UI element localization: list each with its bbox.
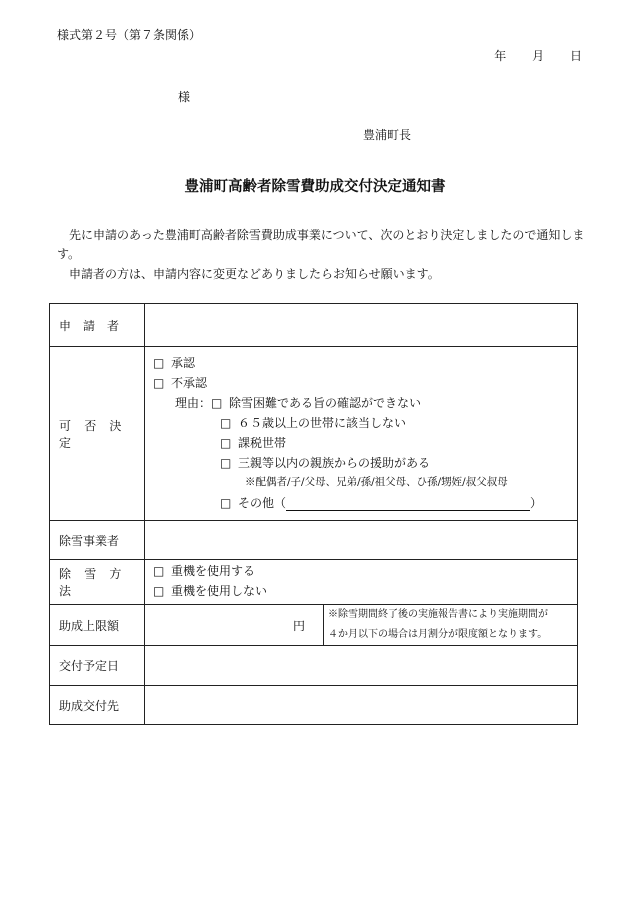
row-grant-date bbox=[50, 646, 578, 686]
method-option-no-heavy[interactable]: □ 重機を使用しない bbox=[153, 584, 268, 598]
other-reason-field[interactable] bbox=[286, 496, 530, 511]
relatives-note: ※配偶者/子/父母、兄弟/孫/祖父母、ひ孫/甥姪/叔父叔母 bbox=[245, 475, 508, 488]
row-applicant bbox=[50, 304, 578, 347]
notice-table bbox=[49, 303, 578, 725]
applicant-label: 申 請 者 bbox=[50, 304, 145, 347]
reason-checkbox-3[interactable]: □ bbox=[220, 435, 232, 450]
limit-note-line-2: ４か月以下の場合は月割分が限度額となります。 bbox=[328, 629, 548, 640]
applicant-field[interactable] bbox=[145, 304, 578, 347]
form-number: 様式第２号（第７条関係） bbox=[57, 28, 202, 42]
decision-options bbox=[145, 347, 578, 521]
day-label: 日 bbox=[569, 49, 582, 63]
row-payee bbox=[50, 686, 578, 725]
decision-label: 可否決定 bbox=[50, 347, 145, 521]
payee-label: 助成交付先 bbox=[50, 686, 145, 725]
grant-date-field[interactable] bbox=[145, 646, 578, 686]
disapprove-checkbox[interactable]: □ bbox=[153, 375, 165, 390]
method-options bbox=[145, 560, 578, 605]
limit-note bbox=[324, 605, 578, 646]
contractor-label: 除雪事業者 bbox=[50, 521, 145, 560]
method-checkbox-heavy[interactable]: □ bbox=[153, 564, 165, 578]
limit-label: 助成上限額 bbox=[50, 605, 145, 646]
reason-option-4[interactable]: □ 三親等以内の親族からの援助がある bbox=[220, 455, 431, 470]
disapprove-option[interactable]: □ 不承認 bbox=[153, 375, 208, 390]
month-label: 月 bbox=[532, 49, 545, 63]
reason-option-1[interactable]: 理由：□ 除雪困難である旨の確認ができない bbox=[175, 395, 422, 410]
reason-option-3[interactable]: □ 課税世帯 bbox=[220, 435, 287, 450]
reason-checkbox-other[interactable]: □ bbox=[220, 495, 232, 510]
body-paragraph-1: 先に申請のあった豊浦町高齢者除雪費助成事業について、次のとおり決定しましたので通知します。 bbox=[57, 228, 585, 261]
reason-label: 理由： bbox=[175, 395, 212, 410]
yen-unit: 円 bbox=[292, 618, 305, 633]
document-title: 豊浦町高齢者除雪費助成交付決定通知書 bbox=[184, 178, 446, 195]
year-label: 年 bbox=[494, 49, 507, 63]
grant-date-label: 交付予定日 bbox=[50, 646, 145, 686]
date-line bbox=[472, 47, 582, 64]
row-decision bbox=[50, 347, 578, 521]
reason-option-2[interactable]: □ ６５歳以上の世帯に該当しない bbox=[220, 415, 407, 430]
row-limit bbox=[50, 605, 578, 646]
body-paragraph-2: 申請者の方は、申請内容に変更などありましたらお知らせ願います。 bbox=[69, 267, 440, 281]
issuer-name: 豊浦町長 bbox=[363, 128, 412, 142]
row-contractor bbox=[50, 521, 578, 560]
limit-amount-field[interactable] bbox=[145, 605, 324, 646]
limit-note-line-1: ※除雪期間終了後の実施報告書により実施期間が bbox=[328, 609, 548, 620]
payee-field[interactable] bbox=[145, 686, 578, 725]
row-method bbox=[50, 560, 578, 605]
reason-option-other[interactable]: □ その他（ ） bbox=[220, 495, 543, 510]
approve-checkbox[interactable]: □ bbox=[153, 355, 165, 370]
approve-option[interactable]: □ 承認 bbox=[153, 355, 196, 370]
method-checkbox-no-heavy[interactable]: □ bbox=[153, 584, 165, 598]
method-label: 除雪方法 bbox=[50, 560, 145, 605]
reason-checkbox-2[interactable]: □ bbox=[220, 415, 232, 430]
addressee-suffix: 様 bbox=[178, 90, 191, 104]
reason-checkbox-1[interactable]: □ bbox=[211, 395, 223, 410]
reason-checkbox-4[interactable]: □ bbox=[220, 455, 232, 470]
method-option-heavy[interactable]: □ 重機を使用する bbox=[153, 564, 256, 578]
contractor-field[interactable] bbox=[145, 521, 578, 560]
